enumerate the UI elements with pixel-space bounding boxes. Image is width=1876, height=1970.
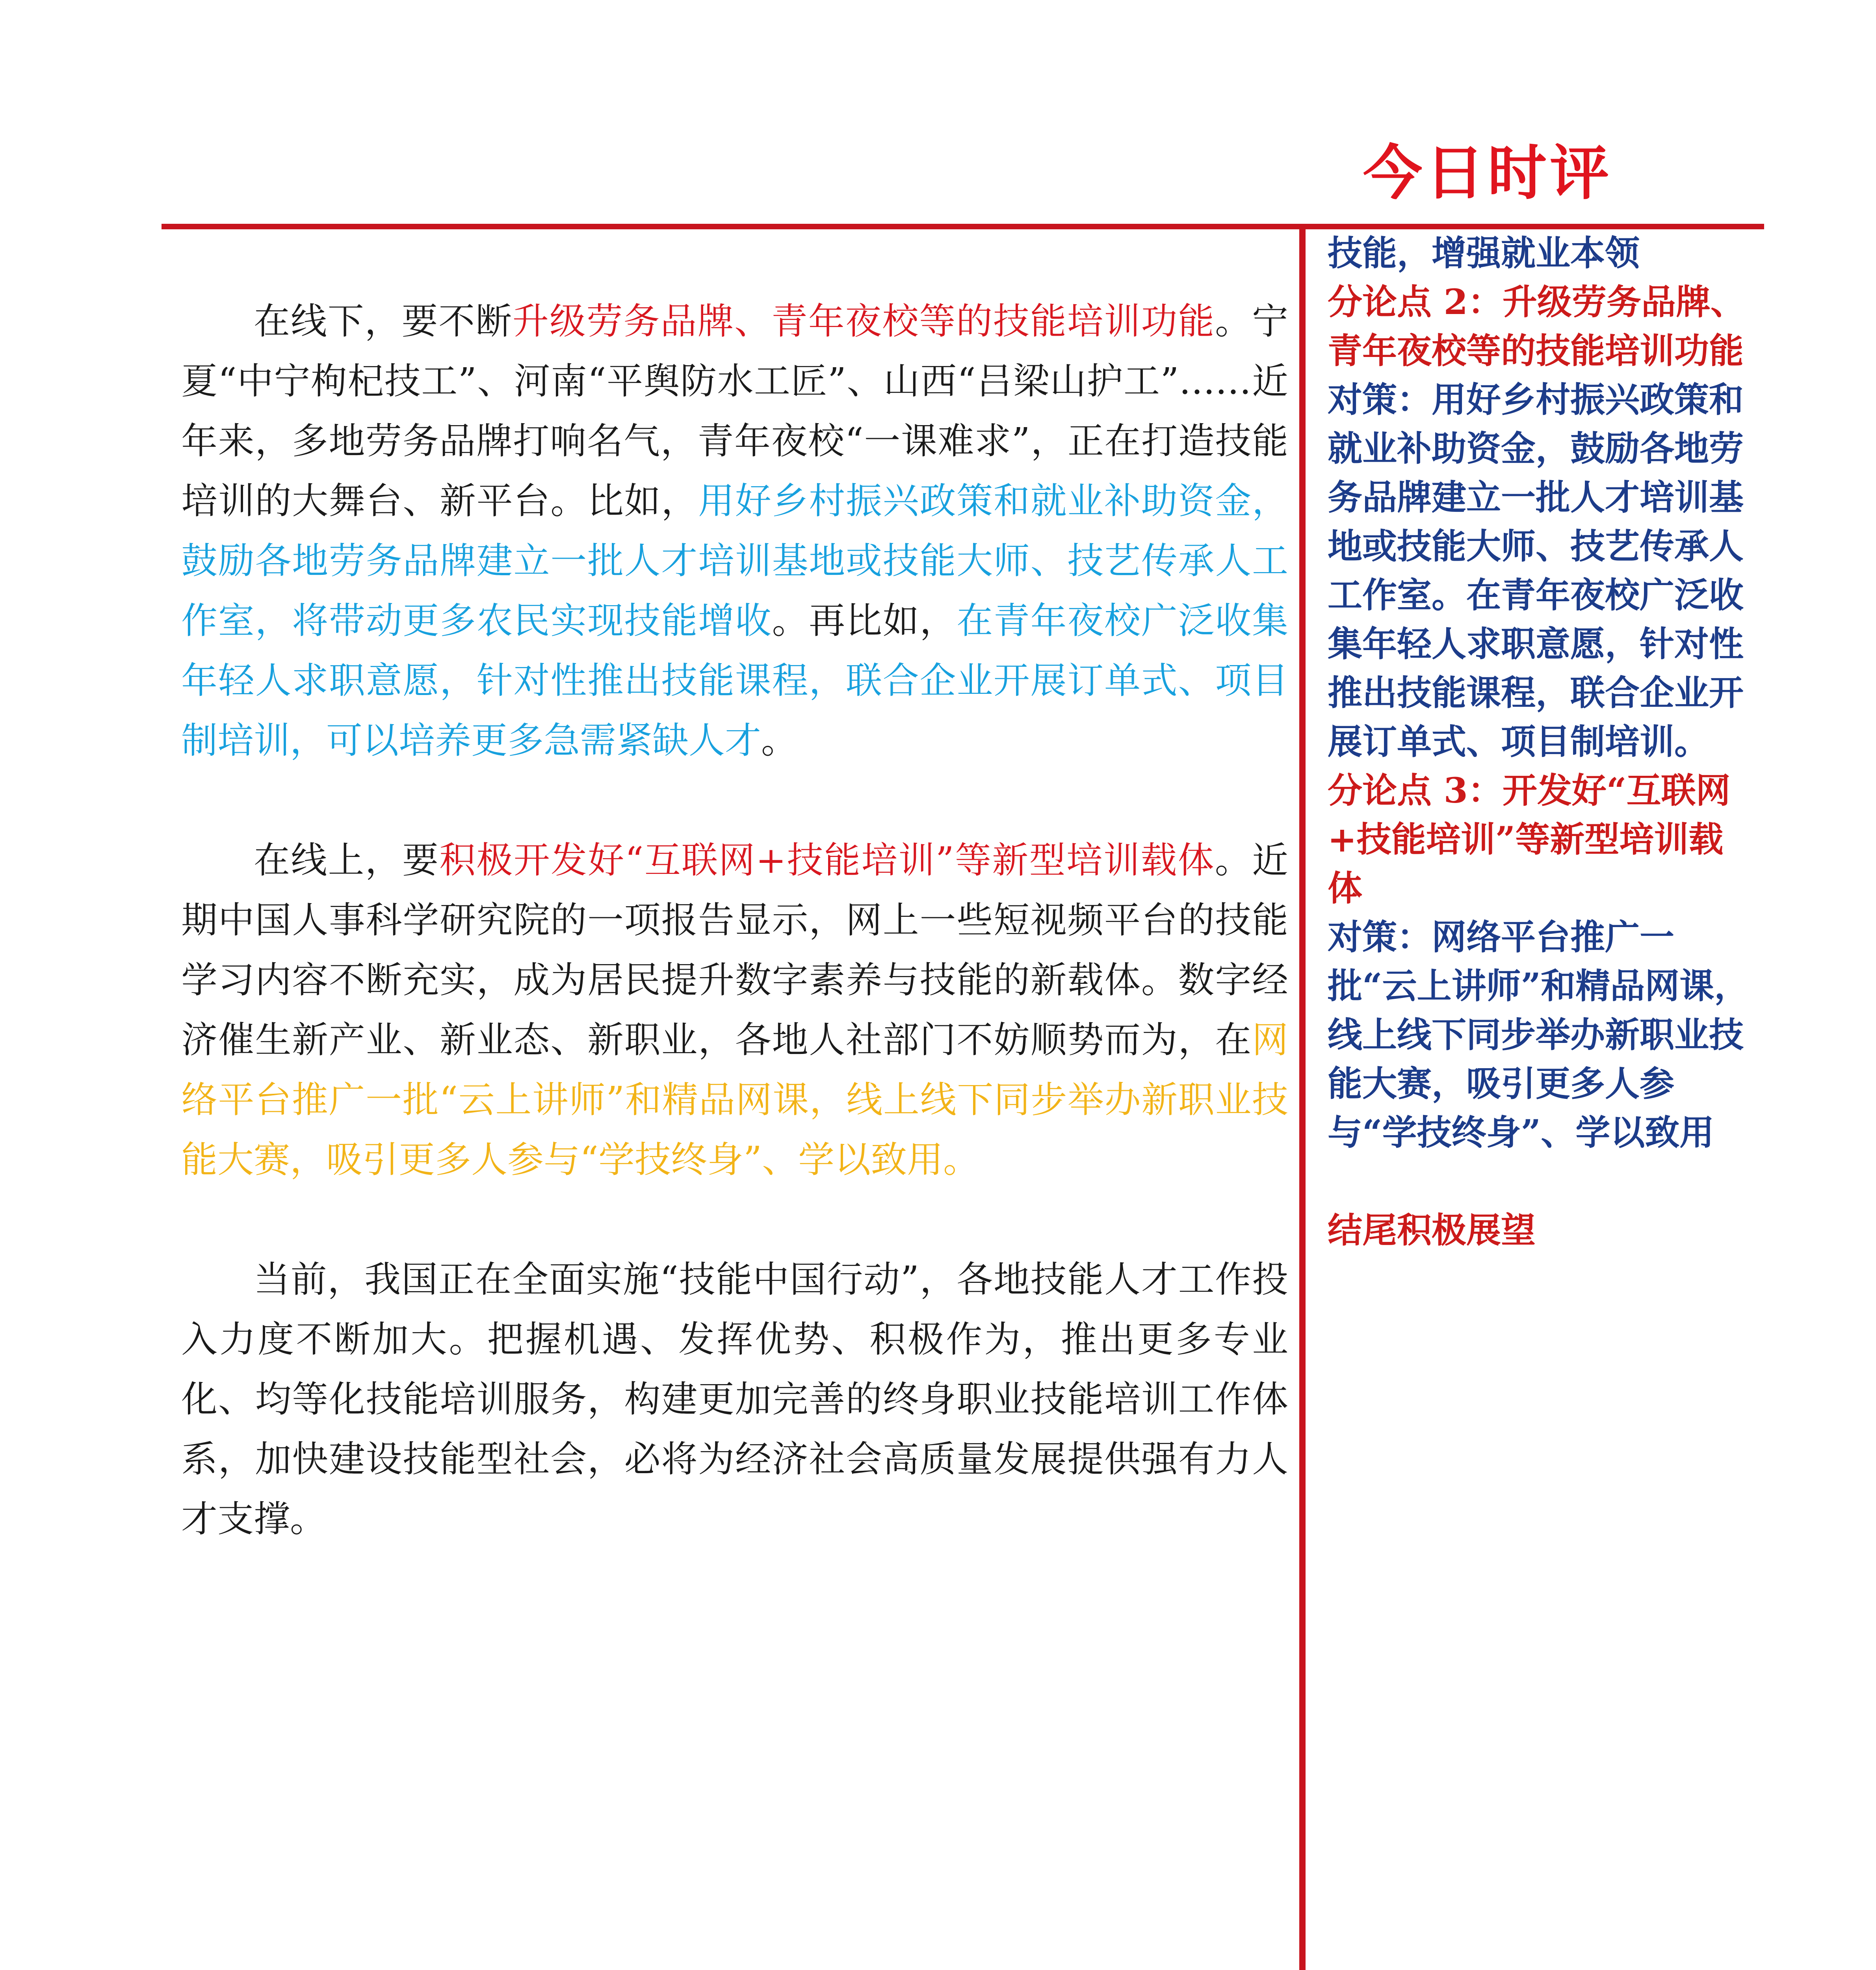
sidebar-point-3: 分论点 3：开发好“互联网+技能培训”等新型培训载体 xyxy=(1328,770,1731,909)
main-text xyxy=(181,292,1288,1549)
paragraph-offline: 在线下，要不断升级劳务品牌、青年夜校等的技能培训功能。宁夏“中宁枸杞技工”、河南“平舆防水工匠”、山西“吕梁山护工”……近年来，多地劳务品牌打响名气，青年夜校“一课难求”，正在打造技能培训的大舞台、新平台。比如，用好乡村振兴政策和就业补助资金，鼓励各地劳务品牌建立一批人才培训基地或技能大师、技艺传承人工作室，将带动更多农民实现技能增收。再比如，在青年夜校广泛收集年轻人求职意愿，针对性推出技能课程，联合企业开展订单式、项目制培训，可以培养更多急需紧缺人才。 xyxy=(181,300,1288,762)
highlight-red: 升级劳务品牌、青年夜校等的技能培训功能 xyxy=(512,300,1215,342)
brand-title: 今日时评 xyxy=(1363,139,1612,208)
paragraph-online: 在线上，要积极开发好“互联网+技能培训”等新型培训载体。近期中国人事科学研究院的一项报告显示，网上一些短视频平台的技能学习内容不断充实，成为居民提升数字素养与技能的新载体。数字经济催生新产业、新业态、新职业，各地人社部门不妨顺势而为，在网络平台推广一批“云上讲师”和精品网课，线上线下同步举办新职业技能大赛，吸引更多人参与“学技终身”、学以致用。 xyxy=(181,839,1288,1181)
column-divider xyxy=(1299,229,1306,1970)
sidebar-point-2: 分论点 2：升级劳务品牌、青年夜校等的技能培训功能 xyxy=(1328,281,1745,371)
highlight-yellow: 网络平台推广一批“云上讲师”和精品网课，线上线下同步举办新职业技能大赛，吸引更多人参与“学技终身”、学以致用。 xyxy=(181,1019,1288,1181)
sidebar-notes xyxy=(1328,229,1753,1254)
highlight-blue: 用好乡村振兴政策和就业补助资金，鼓励各地劳务品牌建立一批人才培训基地或技能大师、技艺传承人工作室，将带动更多农民实现技能增收 xyxy=(181,480,1288,642)
highlight-red: 积极开发好“互联网+技能培训”等新型培训载体 xyxy=(439,839,1215,881)
sidebar-measure-2: 对策：用好乡村振兴政策和就业补助资金，鼓励各地劳务品牌建立一批人才培训基地或技能大师、技艺传承人工作室。在青年夜校广泛收集年轻人求职意愿，针对性推出技能课程，联合企业开展订单式、项目制培训。 xyxy=(1328,379,1744,762)
highlight-blue: 在青年夜校广泛收集年轻人求职意愿，针对性推出技能课程，联合企业开展订单式、项目制培训，可以培养更多急需紧缺人才 xyxy=(181,600,1288,762)
sidebar-spacer xyxy=(1328,1157,1753,1206)
paragraph-conclusion: 当前，我国正在全面实施“技能中国行动”，各地技能人才工作投入力度不断加大。把握机遇、发挥优势、积极作为，推出更多专业化、均等化技能培训服务，构建更加完善的终身职业技能培训工作体系，加快建设技能型社会，必将为经济社会高质量发展提供强有力人才支撑。 xyxy=(181,1258,1288,1540)
sidebar-measure-3: 对策：网络平台推广一批“云上讲师”和精品网课，线上线下同步举办新职业技能大赛，吸引更多人参与“学技终身”、学以致用 xyxy=(1328,916,1749,1153)
sidebar-continued-note: 技能，增强就业本领 xyxy=(1328,232,1640,273)
sidebar-ending: 结尾积极展望 xyxy=(1328,1210,1536,1251)
